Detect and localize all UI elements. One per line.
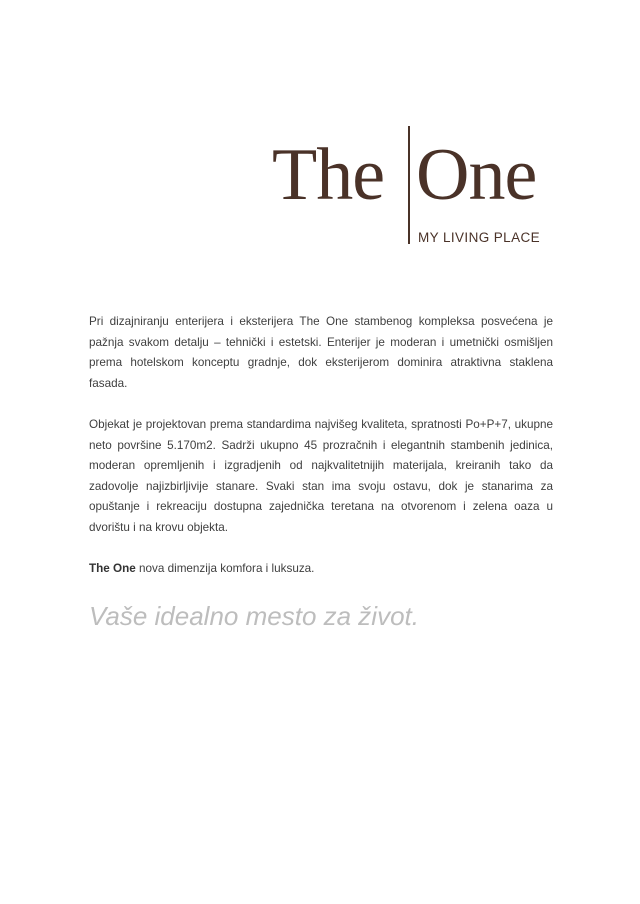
logo-tagline: MY LIVING PLACE [418,230,541,245]
paragraph-building: Objekat je projektovan prema standardima najvišeg kvaliteta, spratnosti Po+P+7, ukupne neto površine 5.170m2. Sadrži ukupno 45 prozračnih i elegantnih stambenih jedinica, moderan opremljenih i izgradjenih od najkvalitetnijih materijala, kreiranih tako da zadovolje najizbirljivije stanare. Svaki stan ima svoju ostavu, dok je stanarima za opuštanje i rekreaciju dostupna zajednička teretana na otvorenom i zelena oaza u dvorištu i na krovu objekta. [89,417,553,534]
closing-brand: The One [89,562,136,576]
closing-text: nova dimenzija komfora i luksuza. [135,562,315,576]
body-text [89,312,553,600]
logo-divider [408,126,410,244]
logo-word-one: One [416,134,537,216]
brand-logo [270,126,560,251]
paragraph-design: Pri dizajniranju enterijera i eksterijera The One stambenog kompleksa posvećena je pažnja svakom detalju – tehnički i estetski. Enterijer je moderan i umetnički osmišljen prema hotelskom konceptu gradnje, dok eksterijerom dominira atraktivna staklena fasada. [89,315,553,390]
logo-word-the: The [272,134,385,216]
slogan: Vaše idealno mesto za život. [89,601,419,631]
closing-line [89,559,553,580]
